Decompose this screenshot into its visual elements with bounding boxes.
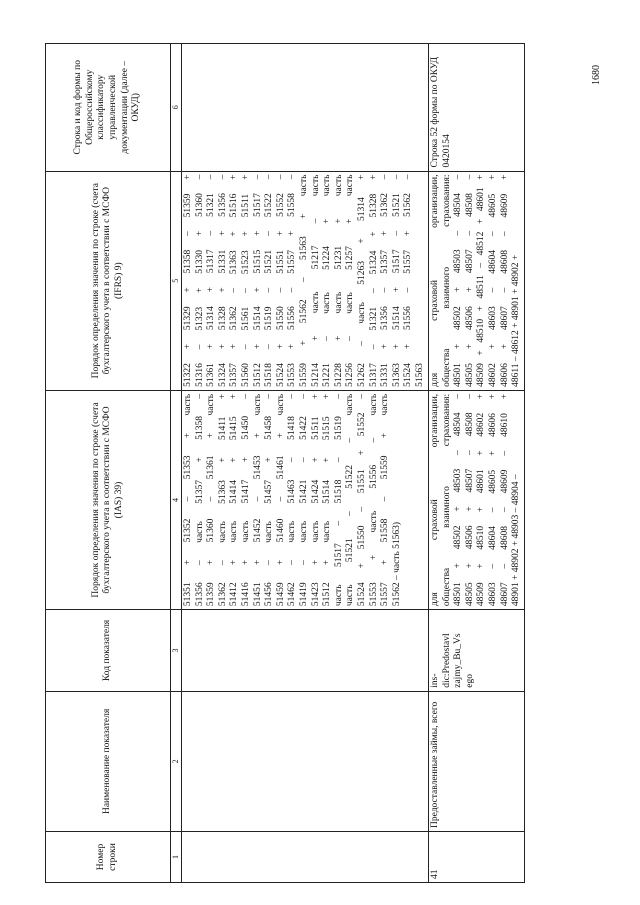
formula-line: 51359 + 51360 – 51361 + часть	[206, 393, 217, 607]
formula-line: 51512 + часть 51514 + 51515 +	[322, 393, 333, 607]
formula-line: 51462 – часть 51463 – 51418 –	[287, 393, 298, 607]
formula-line: 48509 + 48510 + 48511 – 48512 + 48601 +	[476, 174, 487, 387]
page-number: 1680	[591, 65, 602, 85]
formula-line: 48501 + 48502 + 48503 – 48504 –	[453, 393, 464, 607]
formula-line: 51317 – 51321 – 51324 + 51328 +	[368, 174, 379, 387]
formula-line: 51357 + 51362 – 51363 + 51516 +	[229, 174, 240, 387]
formula-line: 51423 + часть 51424 + 51511 +	[310, 393, 321, 607]
formula-line: 51456 – часть 51457 + 51458 –	[264, 393, 275, 607]
col-number: 3	[171, 610, 182, 692]
cont-ifrs9-formula	[182, 171, 429, 390]
formula-line: 51524 + 51550 – 51551 + 51552 –	[275, 174, 286, 387]
formula-line: 51214 + часть 51217 – часть	[310, 174, 321, 387]
cont-okud-cell	[182, 44, 429, 172]
formula-line: 51524 + 51550 – 51551 + 51552 –	[356, 393, 367, 607]
formula-line: 51363 + 51514 + 51517 – 51521 –	[391, 174, 402, 387]
formula-line: 51451 + 51452 – 51453 + часть	[252, 393, 263, 607]
formula-line: для страховой организации,	[430, 174, 440, 387]
formula-line: 48607 – 48608 – 48609 – 48610 +	[499, 393, 510, 607]
formula-line: 51361 + 51314 + 51317 – 51321 –	[206, 174, 217, 387]
continuation-row	[182, 44, 429, 883]
formula-line: 51524 + 51556 – 51557 + 51562 –	[403, 174, 414, 387]
col-number: 6	[171, 44, 182, 172]
formula-line: 48501 + 48502 + 48503 – 48504 –	[453, 174, 464, 387]
cont-num-cell	[182, 832, 429, 883]
formula-line: 48505 + 48506 + 48507 – 48508 –	[464, 393, 475, 607]
formula-line: для страховой организации,	[430, 393, 440, 607]
formula-line: общества взаимного страхования:	[441, 174, 452, 387]
cont-code-cell	[182, 610, 429, 692]
header-ifrs9-rule: Порядок определения значения по строке (счета бухгалтерского учета в соответствии с МСФО (IFRS) 9)	[46, 171, 171, 390]
formula-line: 51228 + часть 51231 + часть	[333, 174, 344, 387]
okud-reference: Строка 52 формы по ОКУД 0420154	[429, 44, 525, 172]
formula-line: часть 51521 – 51522 – часть	[345, 393, 356, 607]
formula-line: 48603 – 48604 – 48605 + 48606 +	[487, 393, 498, 607]
formula-line: 51416 + часть 51417 + 51450 –	[240, 393, 251, 607]
formula-line: ins-	[430, 673, 440, 688]
formula-line: 51553 + 51556 – 51557 + 51558 –	[287, 174, 298, 387]
formula-line: 51459 + 51460 – 51461 + часть	[275, 393, 286, 607]
formula-line: 51419 – часть 51421 – 51422 –	[298, 393, 309, 607]
formula-line: dic:Predostavl	[441, 633, 452, 688]
formula-line: 51221 – часть 51224 + часть	[322, 174, 333, 387]
formula-line: 48606 + 48607 – 48608 – 48609 +	[499, 174, 510, 387]
formula-line: 51322 + 51329 + 51358 – 51359 +	[183, 174, 193, 387]
header-row-number: Номер строки	[46, 832, 171, 883]
ifrs9-formula	[429, 171, 525, 390]
formula-line: общества взаимного страхования:	[441, 393, 452, 607]
formula-line: 51256 – часть 51257 + часть	[345, 174, 356, 387]
formula-line: 51562 – часть 51563)	[391, 521, 402, 607]
header-row	[46, 44, 171, 883]
formula-line: 51316 – 51323 + 51330 + 51360 –	[194, 174, 205, 387]
formula-line: 51518 – 51519 – 51521 – 51522 –	[264, 174, 275, 387]
formula-line: 51553 + часть 51556 – часть	[368, 393, 379, 607]
formula-line: 51331 + 51356 – 51357 + 51362 –	[380, 174, 391, 387]
header-okud: Строка и код формы по Общероссийскому классификатору управленческой документации (далее – ОКУД)	[46, 44, 171, 172]
formula-line: zajmy_Bu_Vs	[453, 633, 464, 688]
formula-line: 51362 – часть 51363 + 51411 +	[217, 393, 228, 607]
formula-line: 51262 – часть 51263 + 51314 +	[356, 174, 367, 387]
cont-name-cell	[182, 691, 429, 831]
formula-line: 51557 + 51558 – 51559 + часть	[380, 393, 391, 607]
col-number: 4	[171, 390, 182, 609]
formula-line: 48509 + 48510 + 48601 + 48602 +	[476, 393, 487, 607]
indicator-table	[45, 43, 525, 883]
indicator-name: Предоставленные займы, всего	[429, 691, 525, 831]
formula-line: 51351 + 51352 – 51353 + часть	[183, 393, 193, 607]
header-indicator-name: Наименование показателя	[46, 691, 171, 831]
col-number: 2	[171, 691, 182, 831]
header-ias39-rule: Порядок определения значения по строке (счета бухгалтерского учета в соответствии с МСФО (IAS) 39)	[46, 390, 171, 609]
col-number: 5	[171, 171, 182, 390]
formula-line: 48611 – 48612 + 48901 + 48902 +	[511, 254, 522, 387]
formula-line: 51559 + 51562 – 51563 + часть	[298, 174, 309, 387]
row-number: 41	[429, 832, 525, 883]
formula-line: 48505 + 48506 + 48507 – 48508 –	[464, 174, 475, 387]
col-number: 1	[171, 832, 182, 883]
formula-line: ego	[464, 674, 475, 688]
formula-line: 51356 – часть 51357 + 51358 –	[194, 393, 205, 607]
ias39-formula	[429, 390, 525, 609]
formula-line: часть 51517 – 51518 – 51519 –	[333, 393, 344, 607]
column-number-row	[171, 44, 182, 883]
formula-line: 51560 – 51561 – 51523 + 51511 +	[240, 174, 251, 387]
header-indicator-code: Код показателя	[46, 610, 171, 692]
indicator-code	[429, 610, 525, 692]
cont-ias39-formula	[182, 390, 429, 609]
formula-line: 51412 + часть 51414 + 51415 +	[229, 393, 240, 607]
formula-line: 48602 + 48603 – 48604 – 48605 +	[487, 174, 498, 387]
rotated-table-page	[45, 43, 585, 883]
formula-line: 51563	[414, 363, 425, 387]
formula-line: 51324 + 51328 + 51331 + 51356 –	[217, 174, 228, 387]
table-row-41	[429, 44, 525, 883]
formula-line: 48901 + 48902 + 48903 – 48904 –	[511, 474, 522, 607]
formula-line: 51512 + 51514 + 51515 + 51517 –	[252, 174, 263, 387]
